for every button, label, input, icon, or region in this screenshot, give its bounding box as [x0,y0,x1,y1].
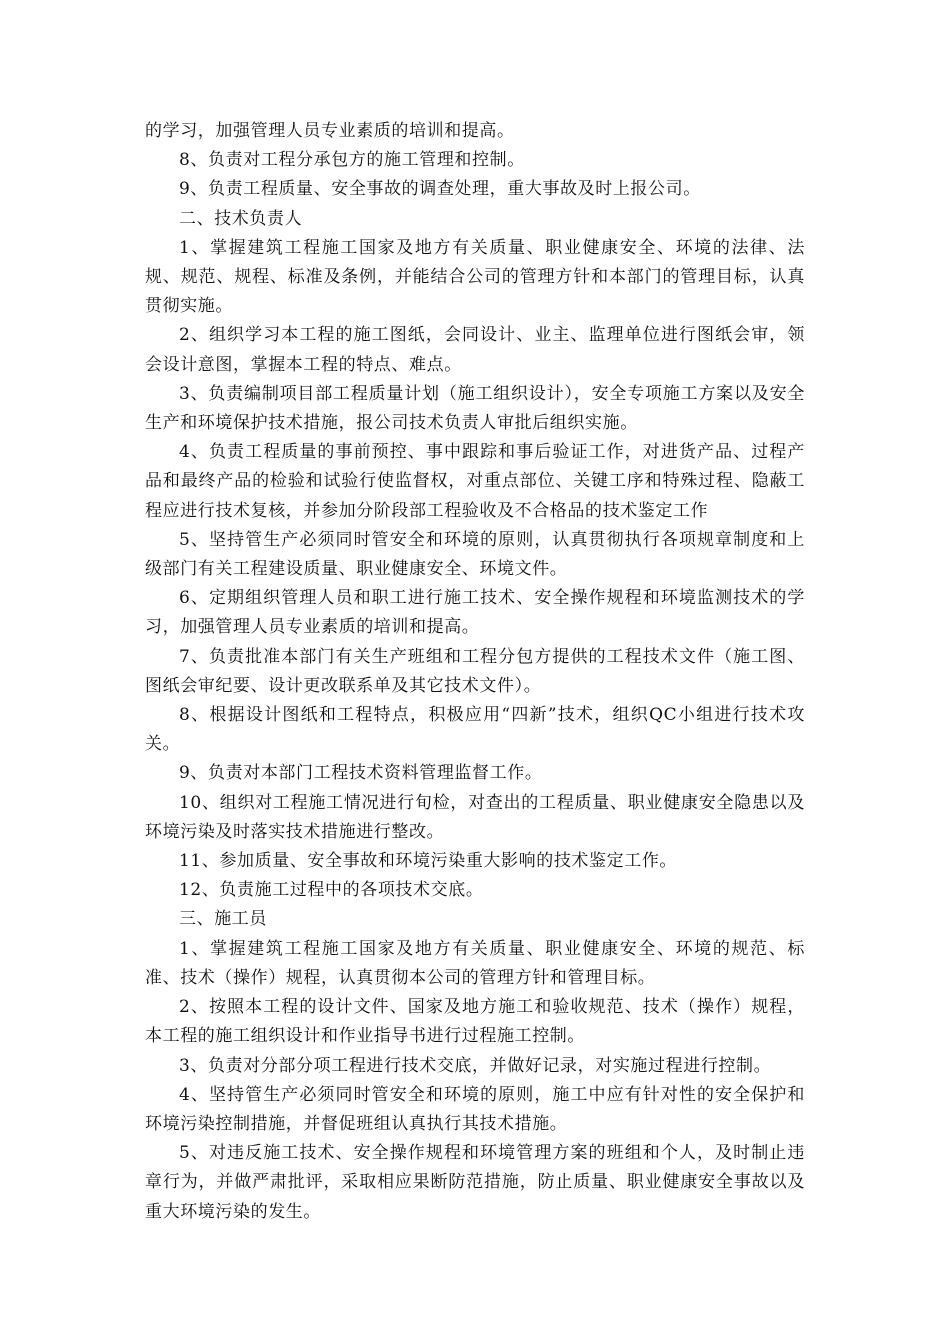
paragraph: 1、掌握建筑工程施工国家及地方有关质量、职业健康安全、环境的法律、法规、规范、规程、标准及条例，并能结合公司的管理方针和本部门的管理目标，认真贯彻实施。 [145,237,805,317]
document-page [145,117,805,1227]
paragraph: 6、定期组织管理人员和职工进行施工技术、安全操作规程和环境监测技术的学习，加强管理人员专业素质的培训和提高。 [145,588,805,638]
paragraph: 2、组织学习本工程的施工图纸，会同设计、业主、监理单位进行图纸会审，领会设计意图，掌握本工程的特点、难点。 [145,325,805,375]
paragraph: 10、组织对工程施工情况进行旬检，对查出的工程质量、职业健康安全隐患以及环境污染及时落实技术措施进行整改。 [145,792,805,842]
paragraph: 3、负责编制项目部工程质量计划（施工组织设计），安全专项施工方案以及安全生产和环境保护技术措施，报公司技术负责人审批后组织实施。 [145,383,805,434]
section-heading-technical-lead: 二、技术负责人 [179,208,303,229]
paragraph: 3、负责对分部分项工程进行技术交底，并做好记录，对实施过程进行控制。 [179,1055,772,1076]
paragraph: 的学习，加强管理人员专业素质的培训和提高。 [145,121,515,141]
paragraph: 5、对违反施工技术、安全操作规程和环境管理方案的班组和个人，及时制止违章行为，并做严肃批评，采取相应果断防范措施，防止质量、职业健康安全事故以及重大环境污染的发生。 [145,1143,805,1222]
paragraph: 12、负责施工过程中的各项技术交底。 [179,880,484,901]
paragraph: 1、掌握建筑工程施工国家及地方有关质量、职业健康安全、环境的规范、标准、技术（操作）规程，认真贯彻本公司的管理方针和管理目标。 [145,938,805,988]
paragraph: 8、负责对工程分承包方的施工管理和控制。 [179,150,525,171]
section-heading-construction-staff: 三、施工员 [179,909,267,930]
paragraph: 9、负责工程质量、安全事故的调查处理，重大事故及时上报公司。 [179,179,701,200]
paragraph: 8、根据设计图纸和工程特点，积极应用“四新”技术，组织QC小组进行技术攻关。 [145,705,805,755]
paragraph: 4、坚持管生产必须同时管安全和环境的原则，施工中应有针对性的安全保护和环境污染控制措施，并督促班组认真执行其技术措施。 [145,1084,805,1134]
paragraph: 9、负责对本部门工程技术资料管理监督工作。 [179,763,543,784]
paragraph: 5、坚持管生产必须同时管安全和环境的原则，认真贯彻执行各项规章制度和上级部门有关工程建设质量、职业健康安全、环境文件。 [145,529,805,580]
paragraph: 4、负责工程质量的事前预控、事中跟踪和事后验证工作，对进货产品、过程产品和最终产品的检验和试验行使监督权，对重点部位、关键工序和特殊过程、隐蔽工程应进行技术复核，并参加分阶段部工程验收及不合格品的技术鉴定工作 [145,442,805,521]
paragraph: 11、参加质量、安全事故和环境污染重大影响的技术鉴定工作。 [179,851,678,872]
paragraph: 7、负责批准本部门有关生产班组和工程分包方提供的工程技术文件（施工图、图纸会审纪要、设计更改联系单及其它技术文件）。 [145,646,805,696]
paragraph: 2、按照本工程的设计文件、国家及地方施工和验收规范、技术（操作）规程，本工程的施工组织设计和作业指导书进行过程施工控制。 [145,997,805,1047]
